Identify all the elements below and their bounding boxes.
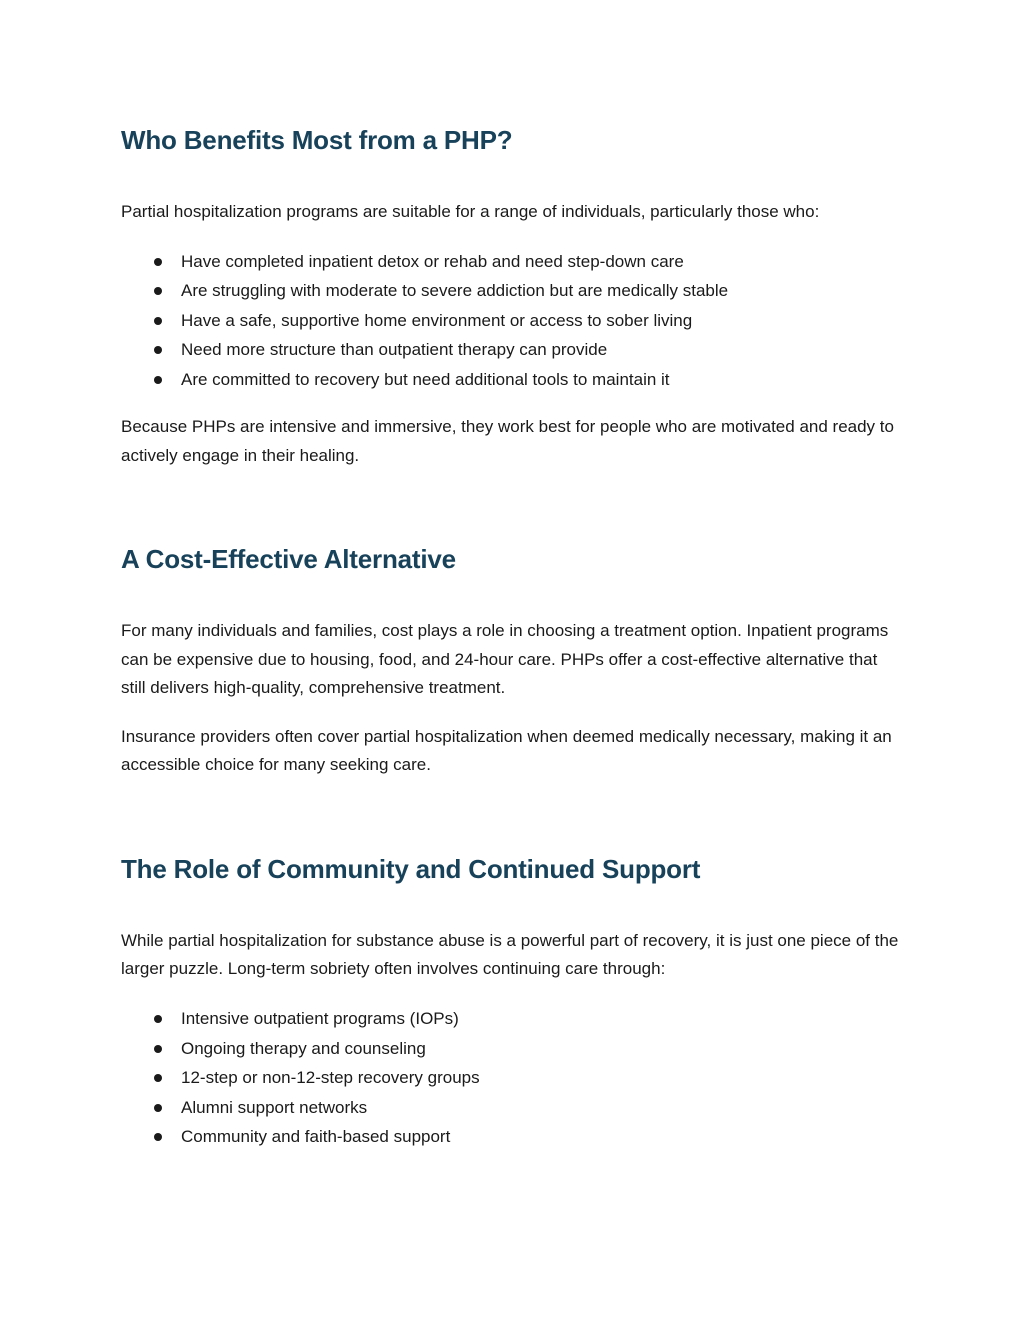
bullet-list [121,247,901,395]
list-item-text: Need more structure than outpatient therapy can provide [181,340,608,360]
list-item [121,276,901,306]
bullet-icon [154,287,162,295]
list-item [121,1122,901,1152]
bullet-icon [154,1133,162,1141]
section-intro-paragraph: Partial hospitalization programs are suitable for a range of individuals, particularly those who: [121,202,820,221]
bullet-list [121,1004,901,1152]
bullet-icon [154,376,162,384]
section-who-benefits [121,118,901,470]
list-item [121,365,901,395]
list-item [121,1063,901,1093]
section-outro-paragraph: Because PHPs are intensive and immersive, they work best for people who are motivated and ready to actively engage in their healing. [121,417,894,465]
list-item [121,306,901,336]
list-item-text: Alumni support networks [181,1097,368,1117]
bullet-icon [154,1104,162,1112]
section-cost-effective [121,537,901,780]
list-item [121,1034,901,1064]
list-item-text: Intensive outpatient programs (IOPs) [181,1008,459,1028]
list-item-text: Ongoing therapy and counseling [181,1038,426,1058]
list-item-text: Are committed to recovery but need additional tools to maintain it [181,369,670,389]
body-paragraph: For many individuals and families, cost plays a role in choosing a treatment option. Inpatient programs can be expensive due to housing, food, and 24-hour care. PHPs offer a cost-effective alternative that still delivers high-quality, comprehensive treatment. [121,621,889,698]
list-item-text: Have completed inpatient detox or rehab and need step-down care [181,251,684,271]
bullet-icon [154,1074,162,1082]
bullet-icon [154,1045,162,1053]
bullet-icon [154,317,162,325]
list-item-text: Community and faith-based support [181,1127,451,1147]
body-paragraph: Insurance providers often cover partial hospitalization when deemed medically necessary, making it an accessible choice for many seeking care. [121,726,892,775]
section-heading: Who Benefits Most from a PHP? [121,125,513,155]
list-item [121,335,901,365]
list-item-text: Have a safe, supportive home environment or access to sober living [181,310,693,330]
section-heading: The Role of Community and Continued Support [121,853,701,884]
bullet-icon [154,258,162,266]
list-item-text: 12-step or non-12-step recovery groups [181,1068,480,1088]
list-item [121,1093,901,1123]
document-content [121,118,901,1152]
section-intro-paragraph: While partial hospitalization for substance abuse is a powerful part of recovery, it is just one piece of the larger puzzle. Long-term sobriety often involves continuing care through: [121,930,899,979]
list-item [121,1004,901,1034]
bullet-icon [154,346,162,354]
list-item [121,247,901,277]
section-community-support [121,847,901,1152]
list-item-text: Are struggling with moderate to severe addiction but are medically stable [181,281,729,301]
bullet-icon [154,1015,162,1023]
section-heading: A Cost-Effective Alternative [121,544,456,575]
